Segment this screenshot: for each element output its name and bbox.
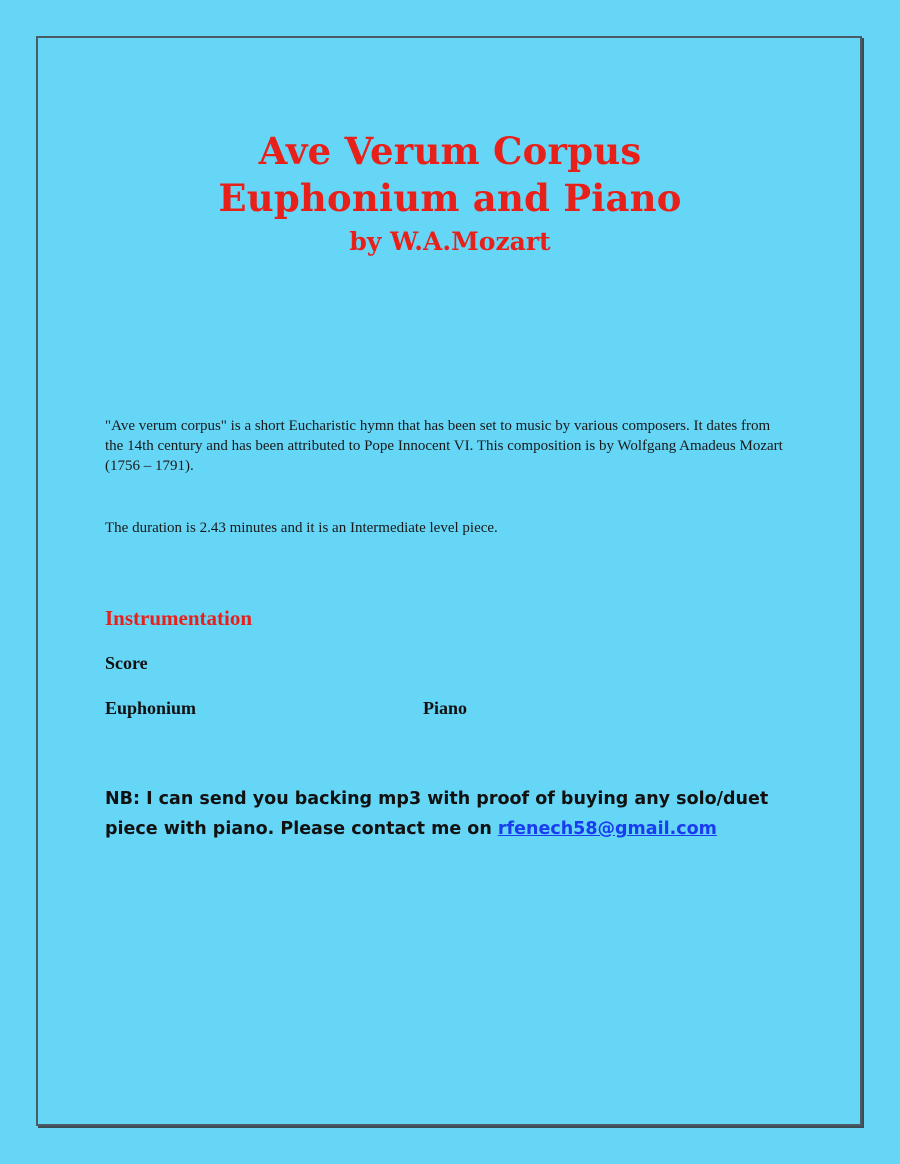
title-line-1: Ave Verum Corpus (258, 129, 642, 173)
composer-credit: by W.A.Mozart (349, 227, 551, 256)
piano-part-label: Piano (423, 698, 468, 718)
backing-track-note (105, 784, 805, 844)
description-paragraph: "Ave verum corpus" is a short Eucharistic hymn that has been set to music by various composers. It dates from the 14th century and has been attributed to Pope Innocent VI. This composition is by Wolfgang Amadeus Mozart (1756 – 1791). (105, 418, 783, 474)
euphonium-part-label: Euphonium (105, 698, 197, 718)
note-text: NB: I can send you backing mp3 with proof of buying any solo/duet piece with piano. Please contact me on (105, 789, 769, 839)
instrumentation-heading: Instrumentation (105, 606, 253, 630)
title-line-2: Euphonium and Piano (218, 176, 682, 220)
email-link[interactable]: rfenech58@gmail.com (497, 819, 717, 839)
score-label: Score (105, 653, 148, 673)
duration-paragraph: The duration is 2.43 minutes and it is an Intermediate level piece. (105, 520, 498, 536)
title-block (0, 128, 900, 260)
